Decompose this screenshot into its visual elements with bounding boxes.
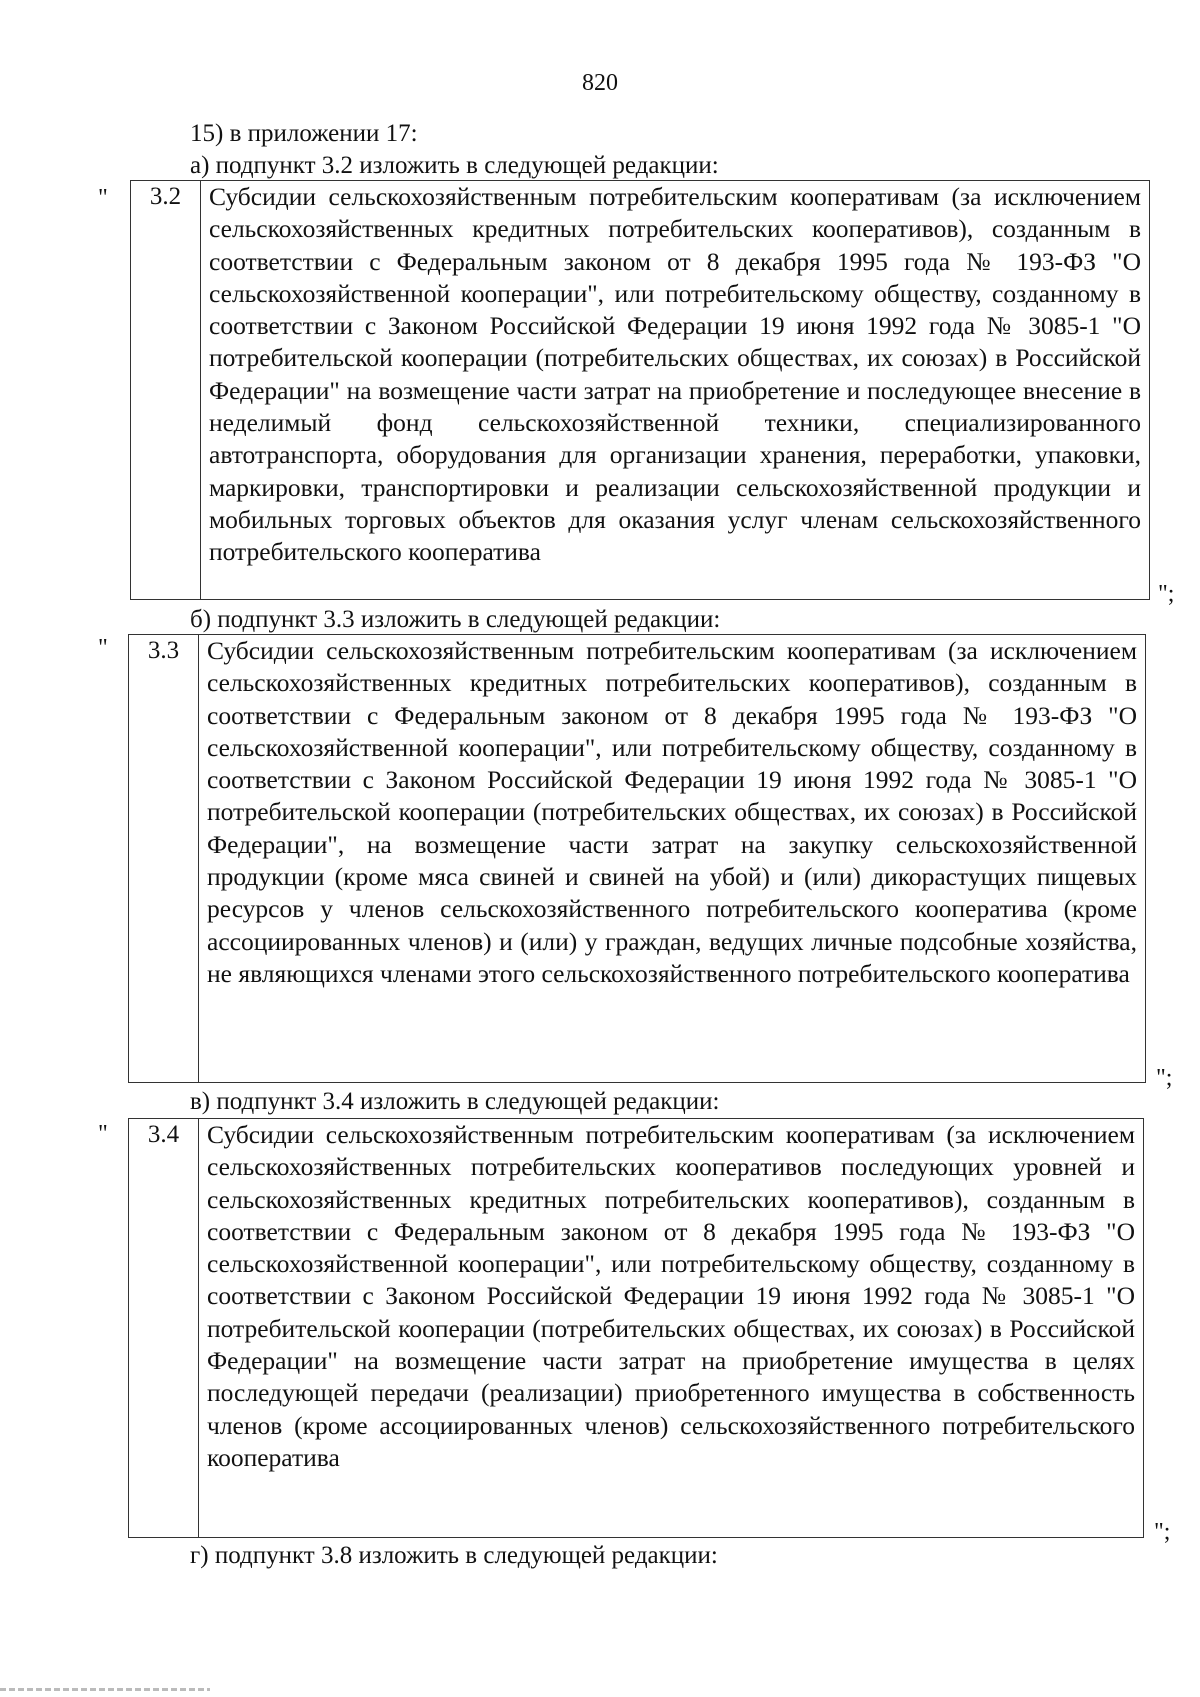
section-heading-3-2: а) подпункт 3.2 изложить в следующей редакции: (190, 152, 719, 179)
close-quote-3-4: "; (1154, 1519, 1171, 1545)
close-quote-3-3: "; (1156, 1065, 1173, 1091)
open-quote-3-3: " (98, 635, 108, 661)
clause-table-3-2 (130, 180, 1150, 600)
open-quote-3-2: " (98, 185, 108, 211)
page-number: 820 (582, 70, 618, 96)
open-quote-3-4: " (98, 1121, 108, 1147)
clause-text-3-2: Субсидии сельскохозяйственным потребительским кооперативам (за исключением сельскохозяйственных кредитных потребительских кооперативов), созданным в соответствии с Федеральным законом от 8 декабря 1995 года № 193-ФЗ "О сельскохозяйственной кооперации", или потребительскому обществу, созданному в соответствии с Законом Российской Федерации 19 июня 1992 года № 3085-1 "О потребительской кооперации (потребительских обществах, их союзах) в Российской Федерации" на возмещение части затрат на приобретение и последующее внесение в неделимый фонд сельскохозяйственной техники, специализированного автотранспорта, оборудования для организации хранения, переработки, упаковки, маркировки, транспортировки и реализации сельскохозяйственной продукции и мобильных торговых объектов для оказания услуг членам сельскохозяйственного потребительского кооператива (209, 182, 1141, 567)
intro-paragraph: 15) в приложении 17: (190, 120, 418, 147)
close-quote-3-2: "; (1158, 581, 1175, 607)
clause-number-3-4: 3.4 (129, 1119, 199, 1537)
clause-text-3-3: Субсидии сельскохозяйственным потребительским кооперативам (за исключением сельскохозяйственных кредитных потребительских кооперативов), созданным в соответствии с Федеральным законом от 8 декабря 1995 года № 193-ФЗ "О сельскохозяйственной кооперации", или потребительскому обществу, созданному в соответствии с Законом Российской Федерации 19 июня 1992 года № 3085-1 "О потребительской кооперации (потребительских обществах, их союзах) в Российской Федерации", на возмещение части затрат на закупку сельскохозяйственной продукции (кроме мяса свиней и свиней на убой) и (или) дикорастущих пищевых ресурсов у членов сельскохозяйственного потребительского кооператива (кроме ассоциированных членов) и (или) у граждан, ведущих личные подсобные хозяйства, не являющихся членами этого сельскохозяйственного потребительского кооператива (207, 636, 1137, 988)
clause-text-3-4: Субсидии сельскохозяйственным потребительским кооперативам (за исключением сельскохозяйственных потребительских кооперативов последующих уровней и сельскохозяйственных кредитных потребительских кооперативов), созданным в соответствии с Федеральным законом от 8 декабря 1995 года № 193-ФЗ "О сельскохозяйственной кооперации", или потребительскому обществу, созданному в соответствии с Законом Российской Федерации 19 июня 1992 года № 3085-1 "О потребительской кооперации (потребительских обществах, их союзах) в Российской Федерации" на возмещение части затрат на приобретение имущества в целях последующей передачи (реализации) приобретенного имущества в собственность членов (кроме ассоциированных членов) сельскохозяйственного потребительского кооператива (207, 1120, 1135, 1472)
clause-table-3-4 (128, 1118, 1144, 1538)
section-heading-3-3: б) подпункт 3.3 изложить в следующей редакции: (190, 606, 721, 633)
section-heading-3-4: в) подпункт 3.4 изложить в следующей редакции: (190, 1088, 720, 1115)
scan-artifact-line (0, 1688, 210, 1691)
clause-number-3-3: 3.3 (129, 635, 199, 1082)
clause-number-3-2: 3.2 (131, 181, 201, 599)
section-heading-3-8: г) подпункт 3.8 изложить в следующей редакции: (190, 1542, 718, 1569)
clause-table-3-3 (128, 634, 1146, 1083)
